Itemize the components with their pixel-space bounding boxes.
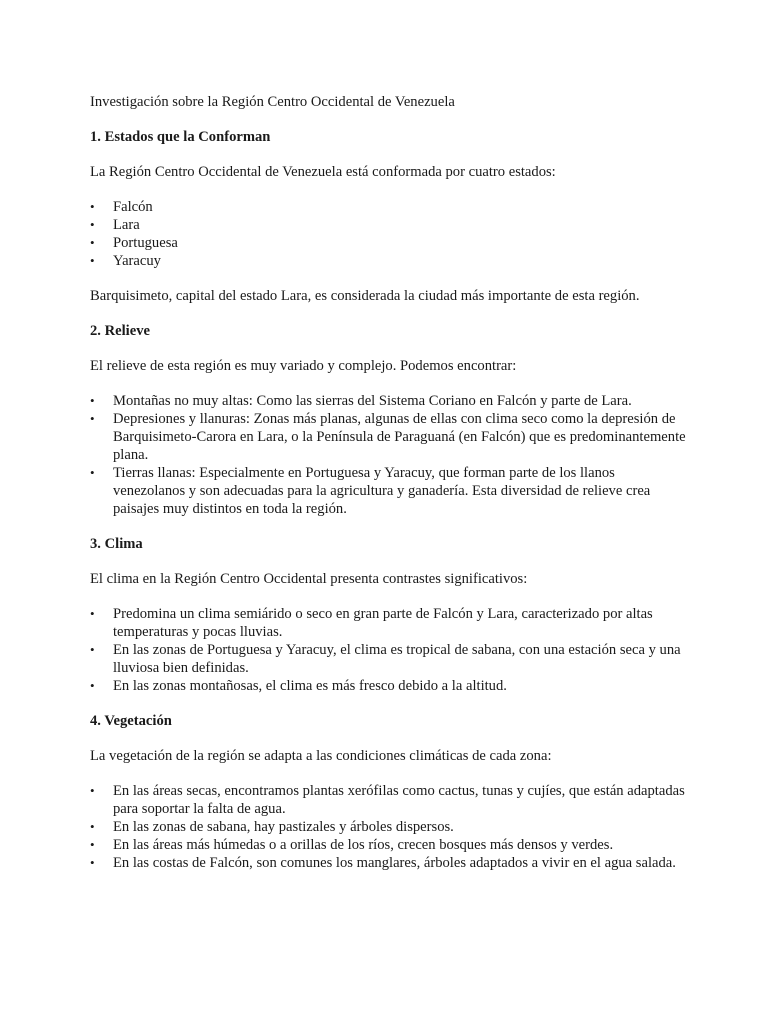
section-heading-clima: 3. Clima — [90, 536, 143, 552]
document-page — [90, 93, 690, 889]
bullet-icon: • — [90, 235, 95, 250]
section-heading-vegetacion: 4. Vegetación — [90, 713, 172, 729]
bullet-icon: • — [90, 199, 95, 214]
bullet-icon: • — [90, 837, 95, 852]
bullet-icon: • — [90, 855, 95, 870]
bullet-list-relieve — [90, 392, 690, 518]
section-outro-estados: Barquisimeto, capital del estado Lara, es considerada la ciudad más importante de esta región. — [90, 288, 640, 304]
list-item: • En las áreas secas, encontramos plantas xerófilas como cactus, tunas y cujíes, que están adaptadas para soportar la falta de agua. — [90, 783, 685, 817]
bullet-icon: • — [90, 642, 95, 657]
list-item: • Tierras llanas: Especialmente en Portuguesa y Yaracuy, que forman parte de los llanos venezolanos y son adecuadas para la agricultura y ganadería. Esta diversidad de relieve crea paisajes muy distintos en toda la región. — [90, 465, 651, 517]
bullet-icon: • — [90, 411, 95, 426]
bullet-icon: • — [90, 606, 95, 621]
bullet-icon: • — [90, 819, 95, 834]
section-heading-relieve: 2. Relieve — [90, 323, 150, 339]
bullet-icon: • — [90, 253, 95, 268]
bullet-icon: • — [90, 678, 95, 693]
section-heading-estados: 1. Estados que la Conforman — [90, 129, 271, 145]
list-item: • En las zonas de Portuguesa y Yaracuy, el clima es tropical de sabana, con una estación seca y una lluviosa bien definidas. — [90, 642, 681, 676]
section-intro-relieve: El relieve de esta región es muy variado y complejo. Podemos encontrar: — [90, 358, 517, 374]
list-item: • En las áreas más húmedas o a orillas de los ríos, crecen bosques más densos y verdes. — [90, 837, 614, 853]
bullet-icon: • — [90, 393, 95, 408]
list-item: • Yaracuy — [90, 253, 161, 269]
bullet-icon: • — [90, 465, 95, 480]
document-title: Investigación sobre la Región Centro Occidental de Venezuela — [90, 94, 455, 110]
bullet-icon: • — [90, 217, 95, 232]
bullet-list-vegetacion — [90, 782, 690, 872]
list-item: • Falcón — [90, 199, 153, 215]
list-item: • En las zonas montañosas, el clima es más fresco debido a la altitud. — [90, 678, 507, 694]
section-intro-clima: El clima en la Región Centro Occidental presenta contrastes significativos: — [90, 571, 528, 587]
list-item: • Portuguesa — [90, 235, 178, 251]
list-item: • Predomina un clima semiárido o seco en gran parte de Falcón y Lara, caracterizado por altas temperaturas y pocas lluvias. — [90, 606, 653, 640]
list-item: • En las zonas de sabana, hay pastizales y árboles dispersos. — [90, 819, 454, 835]
list-item: • Depresiones y llanuras: Zonas más planas, algunas de ellas con clima seco como la depresión de Barquisimeto-Carora en Lara, o la Península de Paraguaná (en Falcón) que es predominantemente plana. — [90, 411, 686, 463]
list-item: • Lara — [90, 217, 140, 233]
bullet-list-estados — [90, 198, 690, 270]
section-intro-vegetacion: La vegetación de la región se adapta a las condiciones climáticas de cada zona: — [90, 748, 552, 764]
list-item: • Montañas no muy altas: Como las sierras del Sistema Coriano en Falcón y parte de Lara. — [90, 393, 632, 409]
bullet-list-clima — [90, 605, 690, 695]
list-item: • En las costas de Falcón, son comunes los manglares, árboles adaptados a vivir en el agua salada. — [90, 855, 676, 871]
bullet-icon: • — [90, 783, 95, 798]
section-intro-estados: La Región Centro Occidental de Venezuela está conformada por cuatro estados: — [90, 164, 556, 180]
